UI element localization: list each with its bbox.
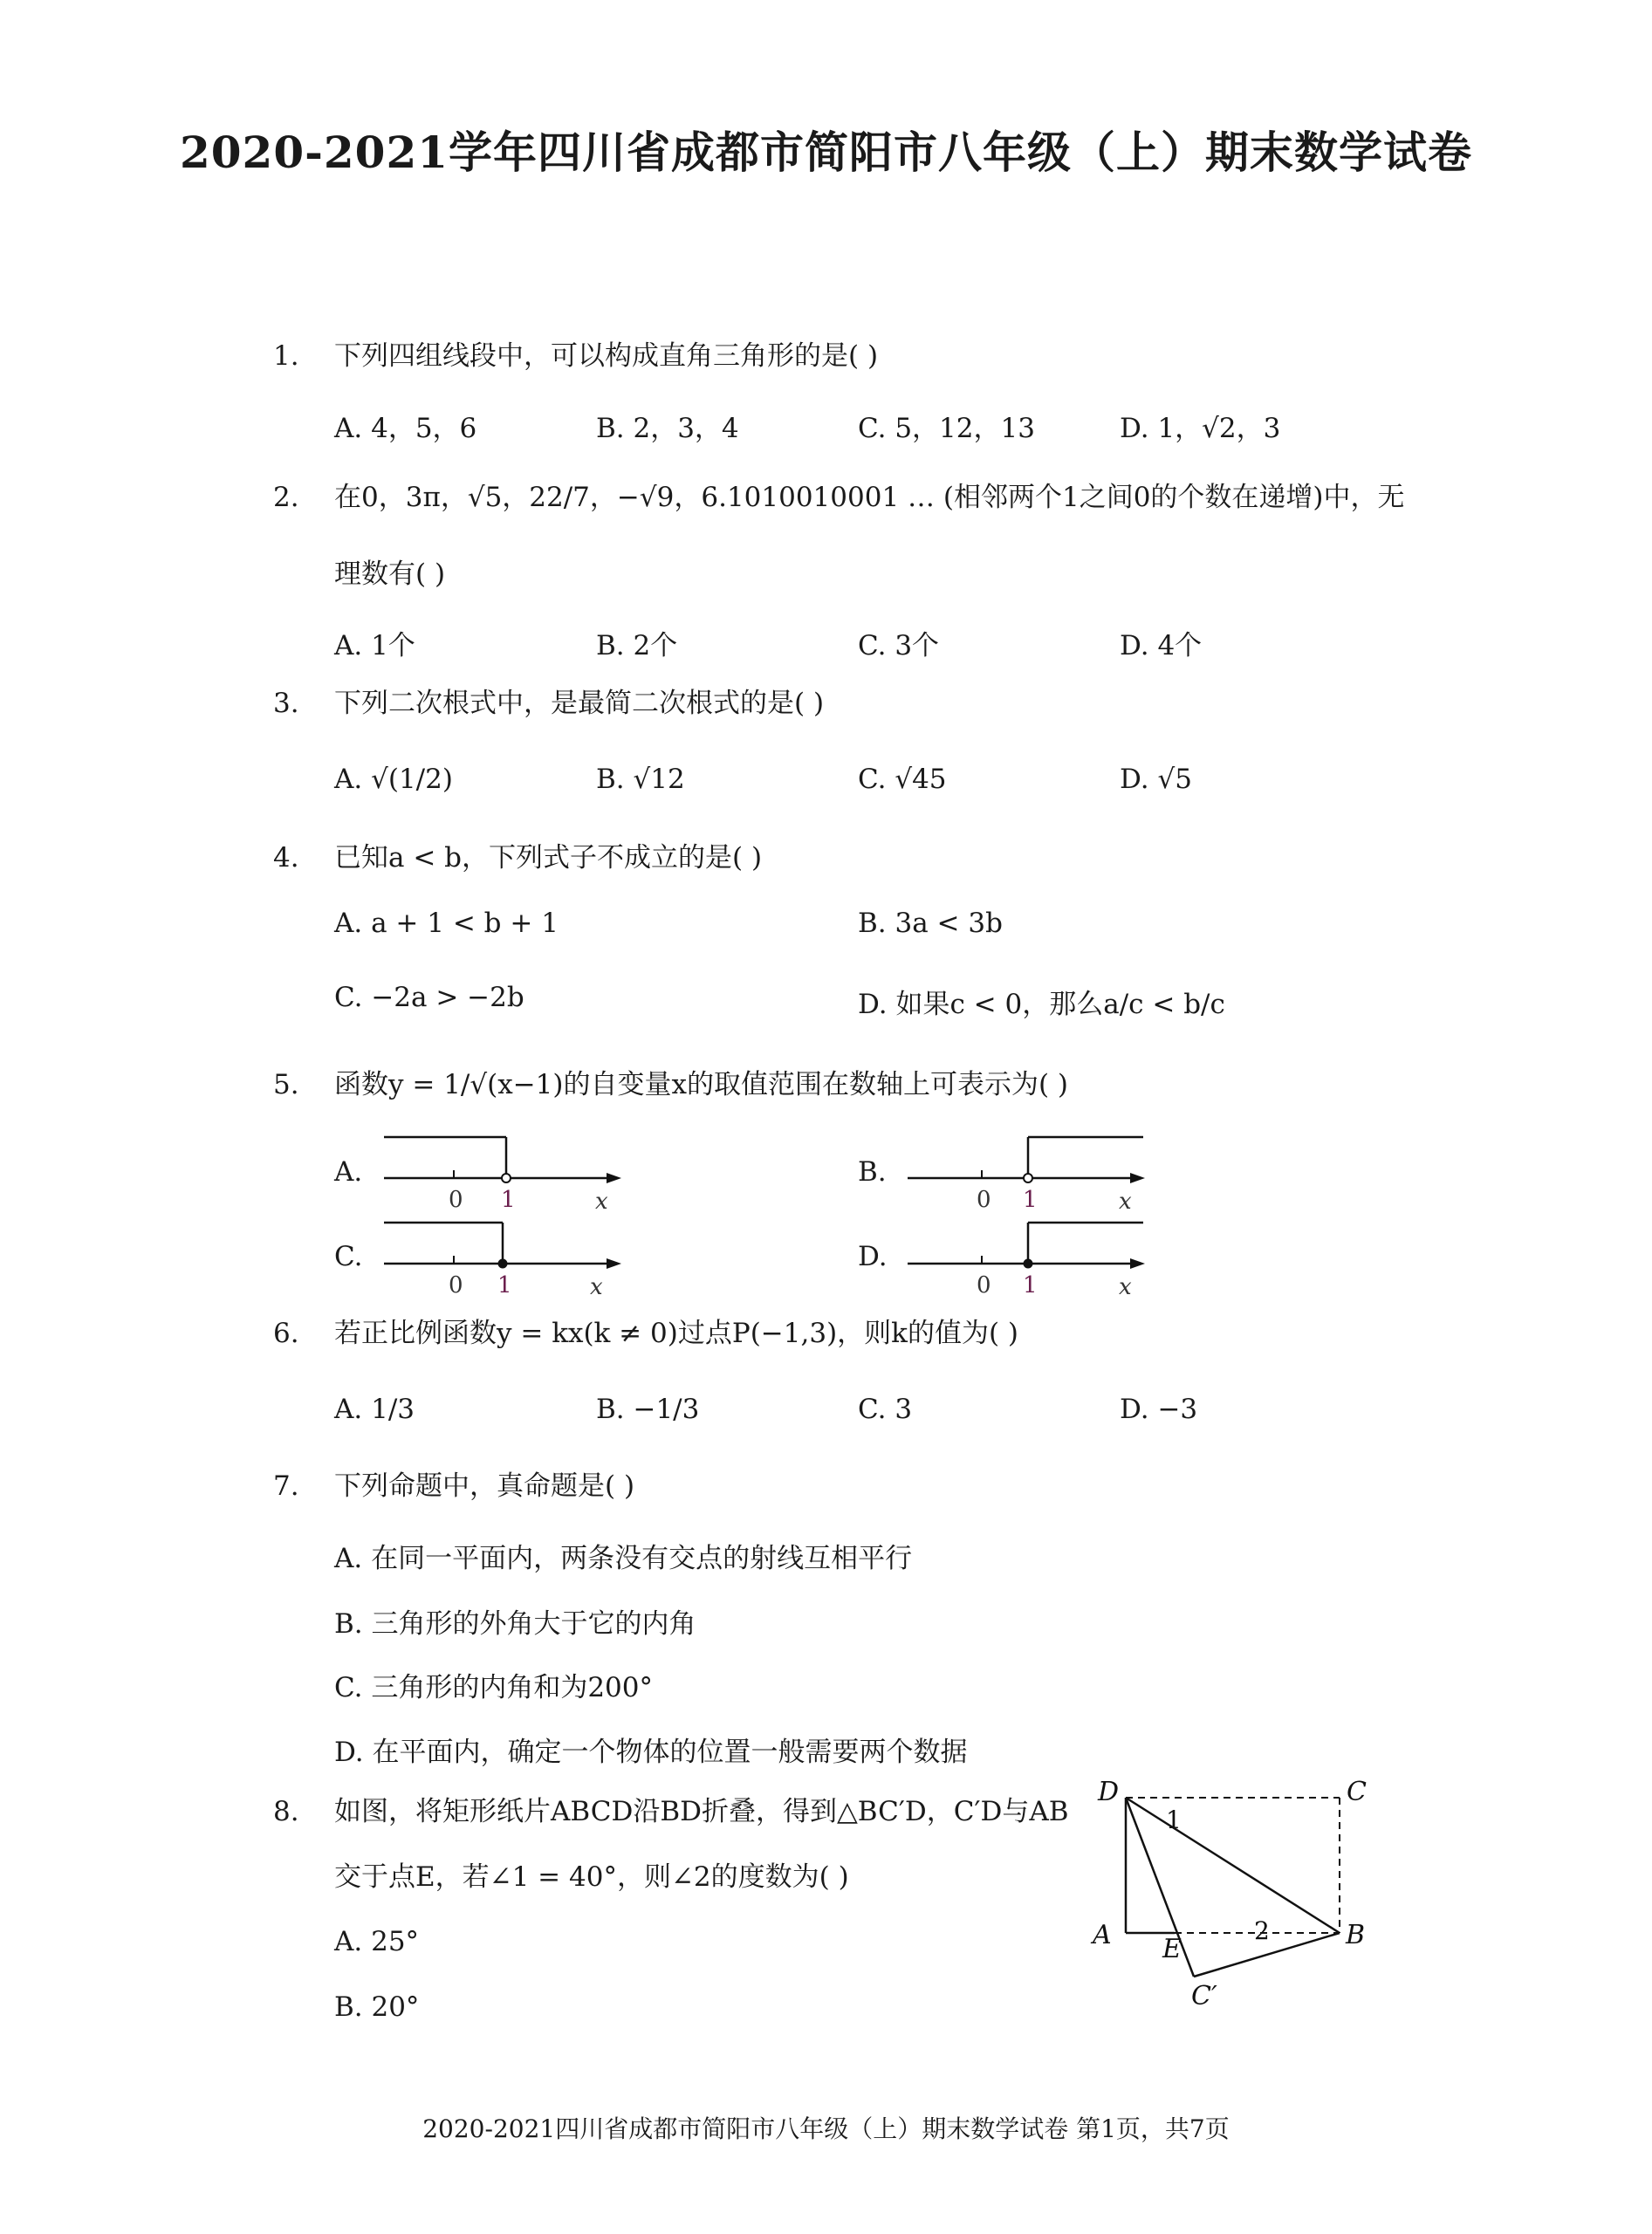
question-4-number: 4. [273,842,299,874]
q1-option-b: B. 2，3，4 [596,413,739,444]
q5b-label-one: 1 [1023,1187,1038,1213]
q8-angle-1-label: 1 [1166,1806,1182,1834]
q8-angle-2-label: 2 [1254,1916,1270,1945]
q3-option-b: B. √12 [596,764,685,795]
q5-number-line-c [375,1216,628,1303]
q2-option-b: B. 2个 [596,630,678,661]
question-6-number: 6. [273,1318,299,1349]
q8-label-e: E [1162,1934,1182,1964]
question-4-stem: 已知a < b，下列式子不成立的是( ) [334,842,763,874]
q4-option-d: D. 如果c < 0，那么a/c < b/c [858,989,1225,1020]
q5a-label-one: 1 [501,1187,516,1213]
page-title: 2020-2021学年四川省成都市简阳市八年级（上）期末数学试卷 [179,127,1473,178]
question-7-number: 7. [273,1470,299,1502]
q2-option-d: D. 4个 [1120,630,1203,661]
q5-option-b: B. [858,1156,887,1188]
question-2-number: 2. [273,482,299,513]
q4-option-a: A. a + 1 < b + 1 [334,908,559,939]
question-5-number: 5. [273,1069,299,1100]
q8-option-a: A. 25° [334,1926,420,1957]
q5d-label-one: 1 [1023,1272,1038,1299]
q5b-label-x: x [1119,1189,1132,1215]
question-8-stem-line2: 交于点E，若∠1 = 40°，则∠2的度数为( ) [334,1861,849,1893]
q7-option-b: B. 三角形的外角大于它的内角 [334,1608,696,1640]
question-7-stem: 下列命题中，真命题是( ) [334,1470,635,1502]
q5-number-line-a [375,1130,628,1217]
q8-option-b: B. 20° [334,1991,420,2023]
q8-label-d: D [1098,1777,1120,1807]
q8-label-c-prime: C′ [1191,1981,1217,2011]
q5d-label-zero: 0 [977,1272,991,1299]
q5d-label-x: x [1119,1274,1132,1300]
question-3-number: 3. [273,688,299,719]
q7-option-d: D. 在平面内，确定一个物体的位置一般需要两个数据 [334,1737,968,1768]
question-1-number: 1. [273,340,299,372]
question-8-stem-line1: 如图，将矩形纸片ABCD沿BD折叠，得到△BC′D，C′D与AB [334,1796,1069,1827]
q8-fold-figure [1082,1767,1405,2020]
q5b-label-zero: 0 [977,1187,991,1213]
q3-option-a: A. √(1/2) [334,764,453,795]
question-1-stem: 下列四组线段中，可以构成直角三角形的是( ) [334,340,879,372]
q5a-label-x: x [595,1189,608,1215]
q8-label-a: A [1093,1920,1112,1950]
question-5-stem: 函数y = 1/√(x−1)的自变量x的取值范围在数轴上可表示为( ) [334,1069,1069,1100]
q5-option-d: D. [858,1241,888,1272]
page-footer: 2020-2021四川省成都市简阳市八年级（上）期末数学试卷 第1页，共7页 [422,2114,1230,2143]
q4-option-b: B. 3a < 3b [858,908,1003,939]
q3-option-c: C. √45 [858,764,947,795]
q5-number-line-b [899,1130,1152,1217]
question-8-number: 8. [273,1796,299,1827]
q6-option-c: C. 3 [858,1394,913,1425]
q6-option-b: B. −1/3 [596,1394,700,1425]
q5c-label-x: x [590,1274,603,1300]
q5-option-c: C. [334,1241,363,1272]
q1-option-d: D. 1，√2，3 [1120,413,1281,444]
q3-option-d: D. √5 [1120,764,1192,795]
q7-option-c: C. 三角形的内角和为200° [334,1672,653,1703]
q7-option-a: A. 在同一平面内，两条没有交点的射线互相平行 [334,1543,913,1574]
q4-option-c: C. −2a > −2b [334,982,524,1013]
q1-option-c: C. 5，12，13 [858,413,1035,444]
question-2-stem-line1: 在0，3π，√5，22/7，−√9，6.1010010001 … (相邻两个1之间0的个数在递增)中，无 [334,482,1405,513]
q6-option-d: D. −3 [1120,1394,1198,1425]
q8-label-c: C [1347,1777,1367,1807]
q5-option-a: A. [334,1156,363,1188]
question-6-stem: 若正比例函数y = kx(k ≠ 0)过点P(−1,3)，则k的值为( ) [334,1318,1018,1349]
q5-number-line-d [899,1216,1152,1303]
question-2-stem-line2: 理数有( ) [334,558,446,590]
q5a-label-zero: 0 [449,1187,463,1213]
q5c-label-zero: 0 [449,1272,463,1299]
q2-option-c: C. 3个 [858,630,940,661]
q2-option-a: A. 1个 [334,630,415,661]
q6-option-a: A. 1/3 [334,1394,415,1425]
q1-option-a: A. 4，5，6 [334,413,477,444]
q8-label-b: B [1346,1920,1366,1950]
q5c-label-one: 1 [497,1272,512,1299]
question-3-stem: 下列二次根式中，是最简二次根式的是( ) [334,688,825,719]
